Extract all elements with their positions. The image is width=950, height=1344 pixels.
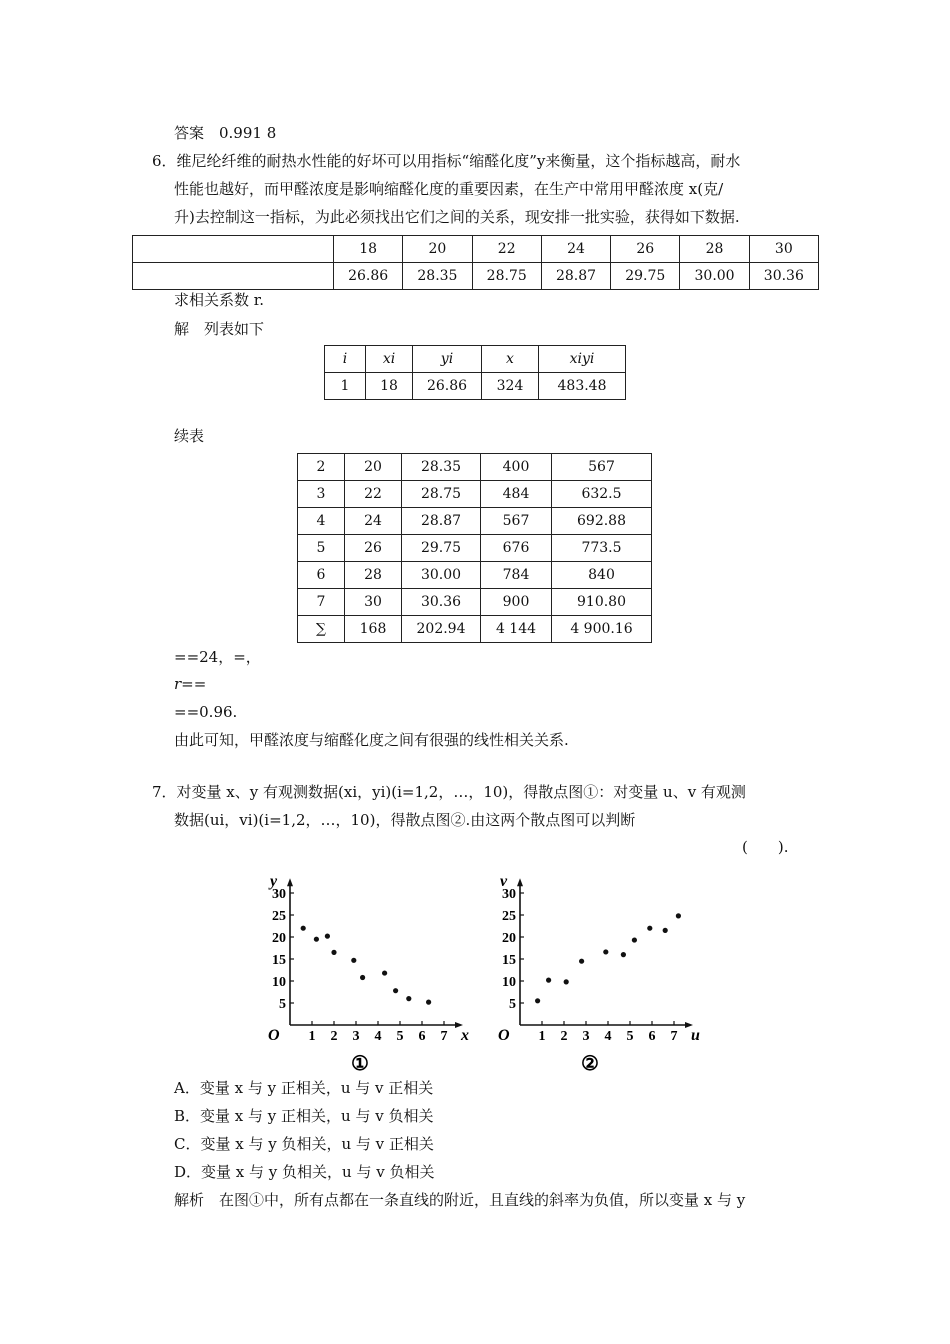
table-cell: 28.35 [402, 454, 481, 481]
data-point [301, 926, 306, 931]
q6-line-3: 升)去控制这一指标，为此必须找出它们之间的关系，现安排一批实验，获得如下数据. [174, 208, 740, 226]
chart-caption: ② [581, 1053, 599, 1075]
table-cell: 784 [481, 562, 552, 589]
table-cell: ∑ [298, 616, 345, 643]
option-a[interactable]: A．变量 x 与 y 正相关，u 与 v 正相关 [174, 1079, 434, 1097]
data-point [676, 913, 681, 918]
x-tick-label: 5 [626, 1029, 634, 1044]
table-cell: 20 [345, 454, 402, 481]
table-cell [133, 263, 334, 290]
chart-caption: ① [351, 1053, 369, 1075]
table-cell: 4 144 [481, 616, 552, 643]
x-tick-label: 5 [396, 1029, 404, 1044]
table-row [298, 589, 652, 616]
q7-analysis: 解析 在图①中，所有点都在一条直线的附近，且直线的斜率为负值，所以变量 x 与 y [174, 1191, 746, 1209]
table-row [298, 508, 652, 535]
table-cell: 18 [334, 236, 403, 263]
table-cell: 6 [298, 562, 345, 589]
q7-answer-paren: ( ). [742, 838, 789, 856]
data-point [426, 1000, 431, 1005]
calc-line-1: ==24，=， [174, 648, 261, 666]
table-cell: 632.5 [552, 481, 652, 508]
x-tick-label: 3 [582, 1029, 590, 1044]
y-tick-label: 10 [502, 975, 516, 990]
option-d[interactable]: D．变量 x 与 y 负相关，u 与 v 负相关 [174, 1163, 435, 1181]
q6-solve-intro: 解 列表如下 [174, 320, 265, 338]
table-header: i [325, 346, 366, 373]
table-row [298, 454, 652, 481]
origin-label: O [498, 1027, 510, 1044]
table-cell: 324 [482, 373, 539, 400]
data-point [621, 952, 626, 957]
x-tick-label: 3 [352, 1029, 360, 1044]
table-cell: 26.86 [413, 373, 482, 400]
y-axis-label: y [270, 873, 278, 891]
data-point [663, 928, 668, 933]
table-cell: 567 [552, 454, 652, 481]
table-cell: 400 [481, 454, 552, 481]
y-tick-label: 25 [272, 909, 286, 924]
table-cell: 2 [298, 454, 345, 481]
q6-data-table [132, 235, 819, 290]
q7-line-2: 数据(ui，vi)(i=1,2，…，10)，得散点图②.由这两个散点图可以判断 [174, 811, 636, 829]
q6-table-1 [324, 345, 626, 400]
q6-line-1: 6．维尼纶纤维的耐热水性能的好坏可以用指标“缩醛化度”y来衡量，这个指标越高，耐水 [152, 152, 741, 170]
table-cell: 676 [481, 535, 552, 562]
table-cell: 484 [481, 481, 552, 508]
table-cell: 773.5 [552, 535, 652, 562]
y-axis-label: v [500, 873, 508, 891]
data-point [360, 975, 365, 980]
x-tick-label: 7 [440, 1029, 448, 1044]
table-cell: 4 [298, 508, 345, 535]
x-tick-label: 6 [418, 1029, 426, 1044]
x-tick-label: 2 [560, 1029, 568, 1044]
table-cell: 30 [345, 589, 402, 616]
q6-ask: 求相关系数 r. [174, 291, 265, 309]
calc-line-2: r== [174, 675, 207, 693]
scatter-chart-2 [485, 862, 705, 1077]
table-cell: 567 [481, 508, 552, 535]
table-cell: 29.75 [402, 535, 481, 562]
q6-table-2 [297, 453, 652, 643]
x-axis-label: x [461, 1027, 469, 1044]
y-tick-label: 5 [279, 997, 286, 1012]
x-tick-label: 4 [604, 1029, 612, 1044]
data-point [579, 959, 584, 964]
y-tick-label: 15 [272, 953, 286, 968]
table-cell: 4 900.16 [552, 616, 652, 643]
data-point [351, 958, 356, 963]
table-cell: 30.00 [402, 562, 481, 589]
option-b[interactable]: B．变量 x 与 y 正相关，u 与 v 负相关 [174, 1107, 434, 1125]
table-cell: 30.00 [680, 263, 749, 290]
table-row [133, 263, 819, 290]
table-cell: 1 [325, 373, 366, 400]
y-axis-arrow [517, 878, 523, 886]
table-cell: 840 [552, 562, 652, 589]
x-axis-label: u [691, 1027, 700, 1044]
table-row [298, 535, 652, 562]
table-cell: 20 [403, 236, 472, 263]
table-cell: 26 [611, 236, 680, 263]
table-header: xiyi [539, 346, 626, 373]
data-point [564, 979, 569, 984]
data-point [535, 998, 540, 1003]
table-header: xi [366, 346, 413, 373]
data-point [406, 996, 411, 1001]
data-point [632, 937, 637, 942]
data-point [546, 978, 551, 983]
table-header-row [325, 346, 626, 373]
table-cell: 22 [345, 481, 402, 508]
y-axis-arrow [287, 878, 293, 886]
table-cell: 18 [366, 373, 413, 400]
table-cell: 29.75 [611, 263, 680, 290]
y-tick-label: 5 [509, 997, 516, 1012]
table-cell: 483.48 [539, 373, 626, 400]
table-cell: 30 [749, 236, 818, 263]
table-row [298, 481, 652, 508]
data-point [325, 934, 330, 939]
table-cell: 28 [345, 562, 402, 589]
table-row [298, 616, 652, 643]
table-cell: 28 [680, 236, 749, 263]
table-cell: 28.75 [402, 481, 481, 508]
table-row [298, 562, 652, 589]
table-header: x [482, 346, 539, 373]
x-tick-label: 2 [330, 1029, 338, 1044]
table-cell: 22 [472, 236, 541, 263]
table-cell: 202.94 [402, 616, 481, 643]
x-tick-label: 7 [670, 1029, 678, 1044]
previous-answer: 答案 0.991 8 [174, 124, 277, 142]
y-tick-label: 10 [272, 975, 286, 990]
x-tick-label: 4 [374, 1029, 382, 1044]
table-cell: 30.36 [749, 263, 818, 290]
table-cell: 30.36 [402, 589, 481, 616]
continued-label: 续表 [174, 427, 205, 445]
table-cell: 7 [298, 589, 345, 616]
data-point [331, 950, 336, 955]
table-cell: 910.80 [552, 589, 652, 616]
table-cell: 28.87 [402, 508, 481, 535]
table-header: yi [413, 346, 482, 373]
data-point [382, 970, 387, 975]
table-cell: 28.75 [472, 263, 541, 290]
table-cell: 28.35 [403, 263, 472, 290]
table-cell: 26.86 [334, 263, 403, 290]
y-tick-label: 30 [502, 887, 516, 902]
table-cell: 5 [298, 535, 345, 562]
y-tick-label: 20 [502, 931, 516, 946]
data-point [393, 988, 398, 993]
x-tick-label: 6 [648, 1029, 656, 1044]
y-tick-label: 25 [502, 909, 516, 924]
q7-line-1: 7．对变量 x、y 有观测数据(xi，yi)(i=1,2，…，10)，得散点图①：对变量 u、v 有观测 [152, 783, 746, 801]
table-cell: 900 [481, 589, 552, 616]
x-tick-label: 1 [308, 1029, 316, 1044]
option-c[interactable]: C．变量 x 与 y 负相关，u 与 v 正相关 [174, 1135, 434, 1153]
table-cell: 24 [345, 508, 402, 535]
table-cell: 692.88 [552, 508, 652, 535]
table-row [325, 373, 626, 400]
y-tick-label: 30 [272, 887, 286, 902]
data-point [647, 926, 652, 931]
table-cell: 26 [345, 535, 402, 562]
table-cell: 24 [541, 236, 610, 263]
data-point [603, 949, 608, 954]
table-cell [133, 236, 334, 263]
scatter-chart-1 [255, 862, 475, 1077]
table-cell: 3 [298, 481, 345, 508]
q6-line-2: 性能也越好，而甲醛浓度是影响缩醛化度的重要因素，在生产中常用甲醛浓度 x(克/ [174, 180, 724, 198]
table-row [133, 236, 819, 263]
y-tick-label: 20 [272, 931, 286, 946]
y-tick-label: 15 [502, 953, 516, 968]
table-cell: 168 [345, 616, 402, 643]
calc-line-3: ==0.96. [174, 703, 238, 721]
q6-conclusion: 由此可知，甲醛浓度与缩醛化度之间有很强的线性相关关系. [174, 731, 569, 749]
origin-label: O [268, 1027, 280, 1044]
x-tick-label: 1 [538, 1029, 546, 1044]
data-point [314, 937, 319, 942]
table-cell: 28.87 [541, 263, 610, 290]
